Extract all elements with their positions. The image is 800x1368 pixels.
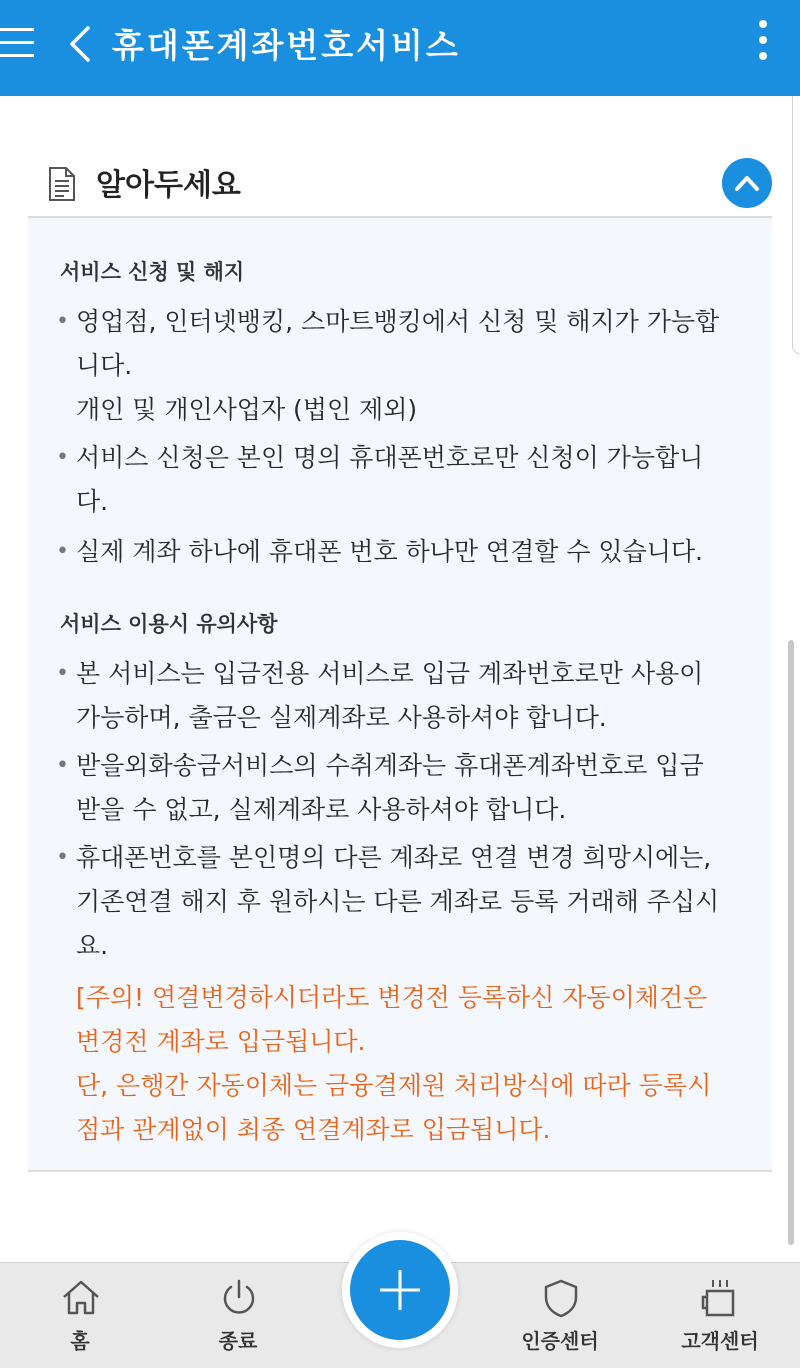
power-icon — [218, 1277, 260, 1319]
list-item: • 받을외화송금서비스의 수취계좌는 휴대폰계좌번호로 입금 받을 수 없고, 실제계좌로 사용하셔야 합니다. — [56, 751, 704, 824]
back-icon[interactable] — [66, 24, 96, 64]
scroll-edge — [792, 96, 800, 354]
chevron-up-icon — [734, 172, 760, 194]
list-item: • 본 서비스는 입금전용 서비스로 입금 계좌번호로만 사용이 가능하며, 출금은 실제계좌로 사용하셔야 합니다. — [56, 659, 704, 732]
list-item: • 영업점, 인터넷뱅킹, 스마트뱅킹에서 신청 및 해지가 가능합 니다. 개인 및 개인사업자 (법인 제외) — [56, 307, 720, 424]
nav-label: 홈 — [70, 1329, 90, 1353]
list-item: • 실제 계좌 하나에 휴대폰 번호 하나만 연결할 수 있습니다. — [56, 537, 703, 566]
section-title: 알아두세요 — [96, 168, 241, 203]
nav-customer-center[interactable] — [660, 1263, 780, 1368]
app-header — [0, 0, 800, 96]
plus-icon — [378, 1268, 422, 1312]
coffee-cup-icon — [700, 1277, 742, 1319]
notice-content-panel — [28, 218, 772, 1172]
nav-exit[interactable] — [178, 1263, 298, 1368]
page-title: 휴대폰계좌번호서비스 — [112, 26, 461, 65]
nav-label: 고객센터 — [681, 1329, 759, 1353]
shield-icon — [540, 1277, 582, 1319]
scrollbar-thumb[interactable] — [788, 640, 794, 1245]
more-icon[interactable] — [756, 20, 770, 70]
collapse-button[interactable] — [722, 158, 772, 208]
document-icon — [48, 166, 76, 202]
add-button[interactable] — [350, 1240, 450, 1340]
nav-home[interactable] — [20, 1263, 140, 1368]
list-item: • 휴대폰번호를 본인명의 다른 계좌로 연결 변경 희망시에는, 기존연결 해지 후 원하시는 다른 계좌로 등록 거래해 주십시 요. — [56, 843, 720, 960]
warning-note: [주의! 연결변경하시더라도 변경전 등록하신 자동이체건은 변경전 계좌로 입금됩니다. 단, 은행간 자동이체는 금융결제원 처리방식에 따라 등록시 점과 관계없이 최종 연결계좌로 입금됩니다. — [76, 983, 712, 1144]
nav-cert-center[interactable] — [500, 1263, 620, 1368]
home-icon — [60, 1277, 102, 1319]
nav-label: 종료 — [218, 1329, 258, 1353]
nav-label: 인증센터 — [521, 1329, 599, 1353]
list-item: • 서비스 신청은 본인 명의 휴대폰번호로만 신청이 가능합니 다. — [56, 443, 704, 516]
menu-icon[interactable] — [0, 26, 36, 60]
group-heading: 서비스 신청 및 해지 — [60, 260, 245, 284]
group-heading: 서비스 이용시 유의사항 — [60, 612, 278, 636]
notice-section-header[interactable] — [28, 140, 772, 218]
